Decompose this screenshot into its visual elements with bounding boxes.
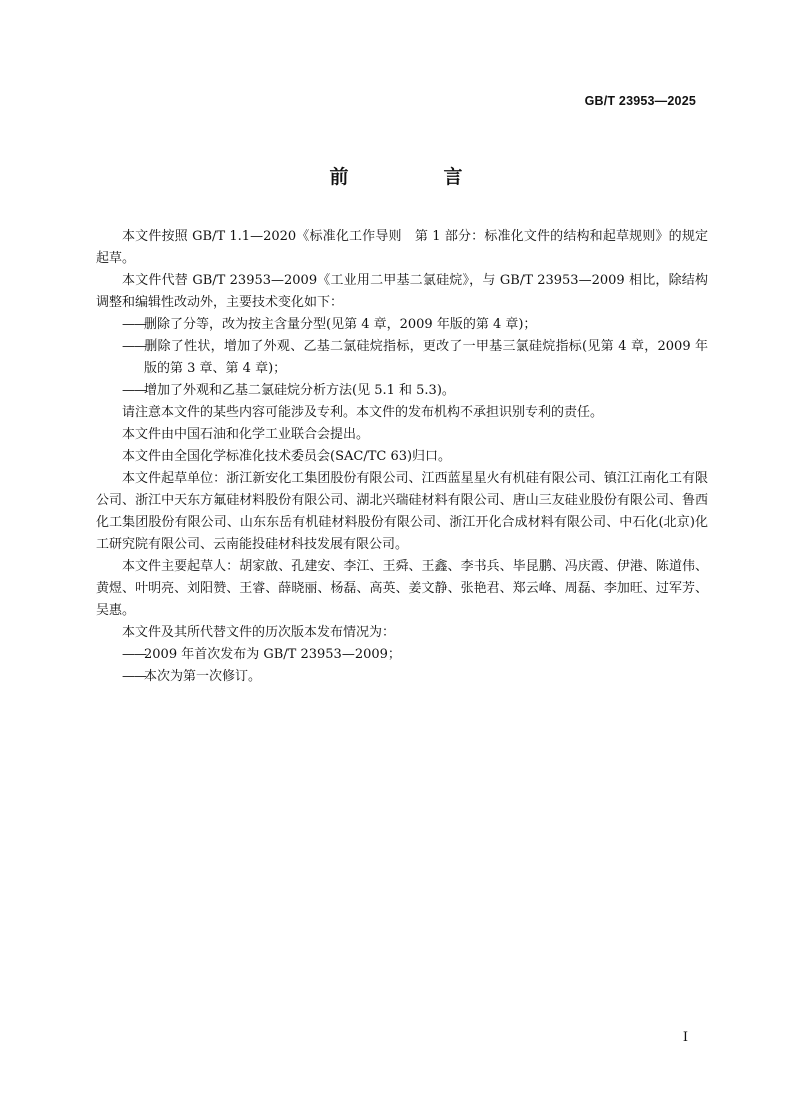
list-item-history-1 xyxy=(96,644,708,666)
list-item-history-2 xyxy=(96,666,708,688)
dash-marker: —— xyxy=(122,339,146,354)
list-item-text: 本次为第一次修订。 xyxy=(144,669,262,684)
list-item-change-2 xyxy=(96,336,708,380)
dash-marker: —— xyxy=(122,647,146,662)
list-item-change-3 xyxy=(96,380,708,402)
list-item-text: 删除了分等，改为按主含量分型(见第 4 章，2009 年版的第 4 章)； xyxy=(144,317,537,332)
page-title: 前 言 xyxy=(329,166,501,188)
foreword-body xyxy=(96,226,708,688)
paragraph-patent-notice: 请注意本文件的某些内容可能涉及专利。本文件的发布机构不承担识别专利的责任。 xyxy=(122,405,604,420)
page-number: I xyxy=(682,1030,688,1045)
list-item-change-1 xyxy=(96,314,708,336)
paragraph-replacement: 本文件代替 GB/T 23953—2009《工业用二甲基二氯硅烷》，与 GB/T 23953—2009 相比，除结构调整和编辑性改动外，主要技术变化如下： xyxy=(96,273,708,310)
paragraph-proposer: 本文件由中国石油和化学工业联合会提出。 xyxy=(122,427,370,442)
list-item-text: 增加了外观和乙基二氯硅烷分析方法(见 5.1 和 5.3)。 xyxy=(144,383,455,398)
list-item-text: 2009 年首次发布为 GB/T 23953—2009； xyxy=(144,647,401,662)
paragraph-history-intro: 本文件及其所代替文件的历次版本发布情况为： xyxy=(122,625,396,640)
paragraph-drafters: 本文件主要起草人：胡家啟、孔建安、李江、王舜、王鑫、李书兵、毕昆鹏、冯庆霞、伊港、陈道伟、黄煜、叶明亮、刘阳赞、王睿、薛晓丽、杨磊、高英、姜文静、张艳君、郑云峰、周磊、李加旺、过军芳、吴惠。 xyxy=(96,559,708,618)
paragraph-drafting-units: 本文件起草单位：浙江新安化工集团股份有限公司、江西蓝星星火有机硅有限公司、镇江江南化工有限公司、浙江中天东方氟硅材料股份有限公司、湖北兴瑞硅材料有限公司、唐山三友硅业股份有限公司、鲁西化工集团股份有限公司、山东东岳有机硅材料股份有限公司、浙江开化合成材料有限公司、中石化(北京)化工研究院有限公司、云南能投硅材科技发展有限公司。 xyxy=(96,471,708,552)
document-code: GB/T 23953—2025 xyxy=(584,94,696,108)
paragraph-committee: 本文件由全国化学标准化技术委员会(SAC/TC 63)归口。 xyxy=(122,449,452,464)
dash-marker: —— xyxy=(122,383,146,398)
dash-marker: —— xyxy=(122,669,146,684)
list-item-text: 删除了性状，增加了外观、乙基二氯硅烷指标，更改了一甲基三氯硅烷指标(见第 4 章，2009 年版的第 3 章、第 4 章)； xyxy=(144,339,708,376)
paragraph-drafting-rules: 本文件按照 GB/T 1.1—2020《标准化工作导则 第 1 部分：标准化文件的结构和起草规则》的规定起草。 xyxy=(96,229,708,266)
dash-marker: —— xyxy=(122,317,146,332)
